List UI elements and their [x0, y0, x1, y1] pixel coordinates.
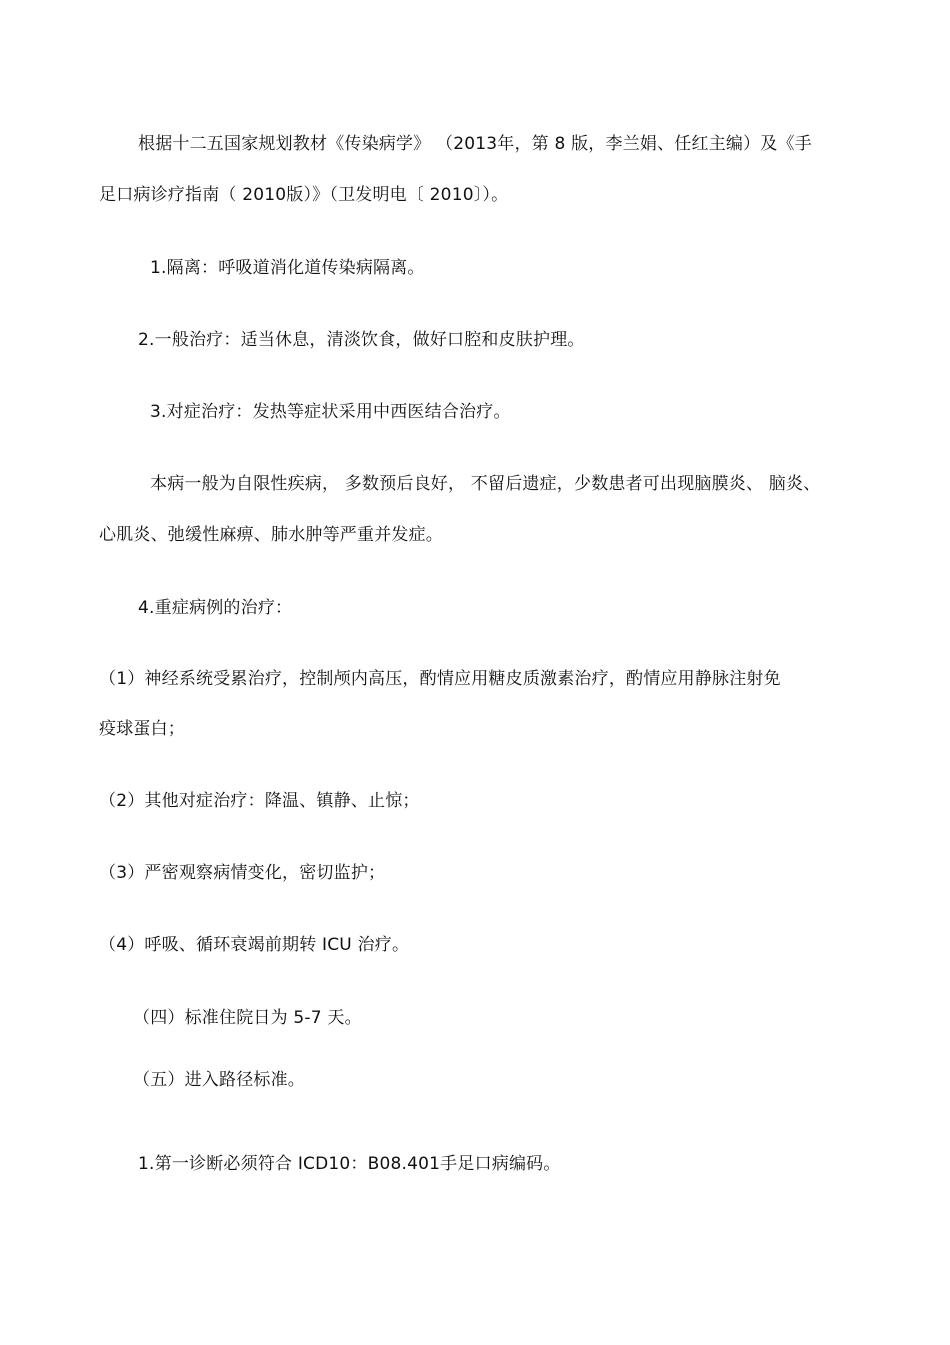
general-treatment-item: 2.一般治疗：适当休息，清淡饮食，做好口腔和皮肤护理。	[138, 330, 585, 350]
prognosis-paragraph-line-1: 本病一般为自限性疾病， 多数预后良好， 不留后遗症，少数患者可出现脑膜炎、 脑炎、	[150, 474, 821, 494]
symptomatic-treatment-item: 3.对症治疗：发热等症状采用中西医结合治疗。	[150, 402, 511, 422]
severe-treatment-4: （4）呼吸、循环衰竭前期转 ICU 治疗。	[99, 935, 410, 955]
severe-treatment-1-line-2: 疫球蛋白；	[99, 719, 185, 739]
severe-treatment-3: （3）严密观察病情变化，密切监护；	[99, 863, 386, 883]
hospital-stay-heading: （四）标准住院日为 5-7 天。	[133, 1008, 362, 1028]
severe-treatment-1-line-1: （1）神经系统受累治疗，控制颅内高压，酌情应用糖皮质激素治疗，酌情应用静脉注射免	[99, 669, 781, 689]
isolation-item: 1.隔离：呼吸道消化道传染病隔离。	[150, 258, 425, 278]
severe-case-heading: 4.重症病例的治疗：	[138, 598, 293, 618]
pathway-entry-heading: （五）进入路径标准。	[133, 1070, 305, 1090]
intro-paragraph-line-1: 根据十二五国家规划教材《传染病学》 （2013年，第 8 版，李兰娟、任红主编）及《手	[138, 134, 812, 154]
prognosis-paragraph-line-2: 心肌炎、弛缓性麻痹、肺水肿等严重并发症。	[99, 525, 443, 545]
severe-treatment-2: （2）其他对症治疗：降温、镇静、止惊；	[99, 791, 420, 811]
diagnosis-criteria-item: 1.第一诊断必须符合 ICD10：B08.401手足口病编码。	[138, 1154, 561, 1174]
intro-paragraph-line-2: 足口病诊疗指南（ 2010版）》（卫发明电〔 2010〕）。	[99, 185, 509, 205]
